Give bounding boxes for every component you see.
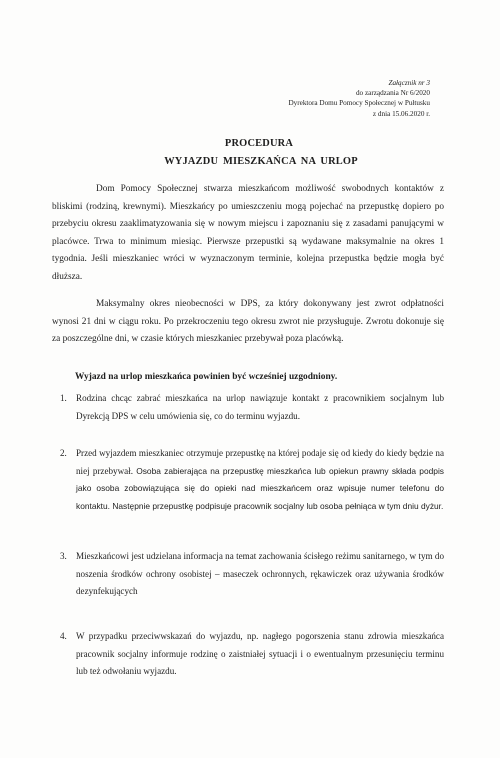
title-line-2: WYJAZDU MIESZKAŃCA NA URLOP [164, 156, 358, 167]
list-item-number: 3. [60, 551, 67, 561]
list-item-text: Rodzina chcąc zabrać mieszkańca na urlop nawiązuje kontakt z pracownikiem socjalnym lub Dyrekcją DPS w celu umówienia się, co do terminu wyjazdu. [76, 393, 444, 421]
list-item-text-part-b: Osoba zabierająca na przepustkę mieszkańca lub opiekun prawny składa podpis jako osoba zobowiązująca się do opieki nad mieszkańcem oraz wpisuje numer telefonu do kontaktu. Następnie przepustkę podpisuje pracownik socjalny lub osoba pełniąca w tym dniu dyżur. [76, 465, 444, 511]
list-item-number: 4. [60, 631, 67, 641]
list-item-text: Mieszkańcowi jest udzielana informacja na temat zachowania ścisłego reżimu sanitarnego, w tym do noszenia środków ochrony osobistej – maseczek ochronnych, rękawiczek oraz używania środków dezynfekujących [76, 551, 444, 596]
document-title [0, 135, 500, 171]
list-item [60, 390, 444, 425]
list-item-text-part-a: Przed wyjazdem mieszkaniec otrzymuje przepustkę na której podaje się od kiedy do kiedy będzie na niej przebywał. [76, 448, 444, 476]
title-line-1: PROCEDURA [224, 138, 294, 149]
attachment-number: Załącznik nr 3 [388, 79, 430, 87]
attachment-note [288, 78, 430, 119]
list-item [60, 628, 444, 681]
list-item-text [76, 445, 444, 515]
list-item-number: 2. [60, 448, 67, 458]
list-item-text: W przypadku przeciwwskazań do wyjazdu, np. nagłego pogorszenia stanu zdrowia mieszkańca pracownik socjalny informuje rodzinę o zaistniałej sytuacji i o ewentualnym przesunięciu terminu lub też odwołaniu wyjazdu. [76, 631, 444, 676]
list-item-number: 1. [60, 393, 67, 403]
attachment-date: z dnia 15.06.2020 r. [372, 109, 430, 118]
paragraph-2: Maksymalny okres nieobecności w DPS, za który dokonywany jest zwrot odpłatności wynosi 21 dni w ciągu roku. Po przekroczeniu tego okresu zwrot nie przysługuje. Zwrotu dokonuje się za poszczególne dni, w czasie których mieszkaniec przebywał poza placówką. [52, 299, 444, 344]
paragraph-1: Dom Pomocy Społecznej stwarza mieszkańcom możliwość swobodnych kontaktów z bliskimi (rodziną, krewnymi). Mieszkańcy po umieszczeniu mogą pojechać na przepustkę dopiero po przebyciu okresu zaaklimatyzowania się w nowym miejscu i zapoznaniu się z zasadami panującymi w placówce. Trwa to minimum miesiąc. Pierwsze przepustki są wydawane maksymalnie na okres 1 tygodnia. Jeśli mieszkaniec wróci w wyznaczonym terminie, kolejna przepustka będzie mogła być dłuższa. [52, 184, 444, 282]
list-item [60, 548, 444, 601]
list-item [60, 445, 444, 515]
section-heading: Wyjazd na urlop mieszkańca powinien być wcześniej uzgodniony. [75, 372, 338, 382]
attachment-director: Dyrektora Domu Pomocy Społecznej w Pułtusku [288, 99, 430, 108]
attachment-order: do zarządzania Nr 6/2020 [355, 89, 430, 98]
